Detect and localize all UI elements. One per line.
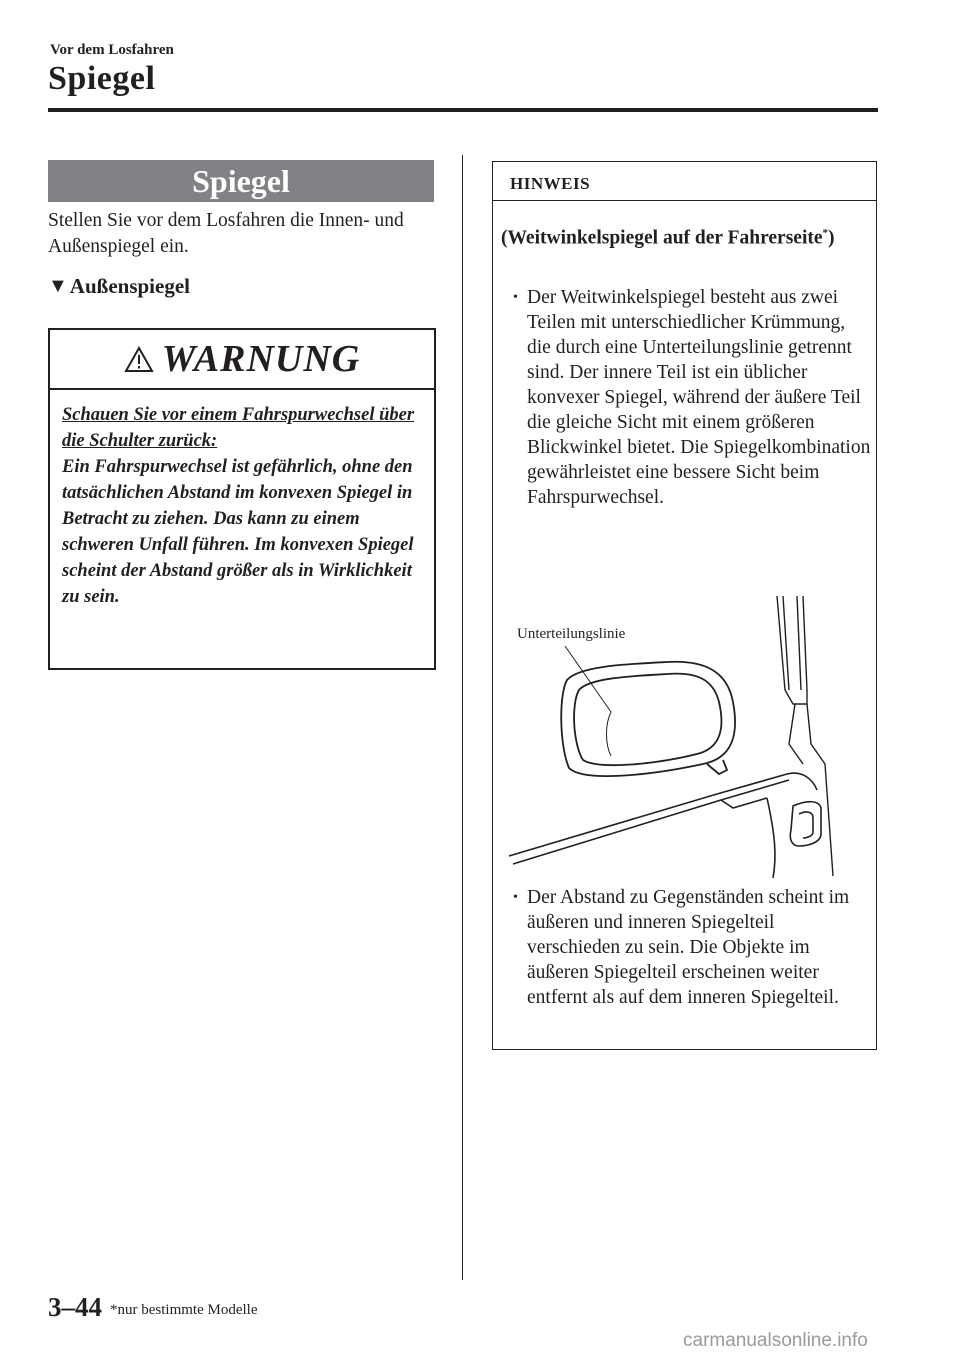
model-footnote-mark: *: [822, 227, 829, 239]
warning-lead: Schauen Sie vor einem Fahrspurwechsel über die Schulter zurück:: [62, 405, 415, 451]
mirror-illustration: [507, 594, 867, 884]
warning-text: Ein Fahrspurwechsel ist gefährlich, ohne den tatsächlichen Abstand im konvexen Spiegel in Betracht zu ziehen. Das kann zu einem schweren Unfall führen. Im konvexen Spiegel scheint der Abstand größer als in Wirklichkeit zu sein.: [62, 457, 414, 607]
warning-triangle-icon: [124, 346, 154, 373]
footnote: *nur bestimmte Modelle: [110, 1302, 258, 1318]
warning-title: WARNUNG: [161, 338, 361, 380]
down-triangle-icon: ▼: [48, 275, 68, 297]
subheading: [48, 274, 190, 299]
watermark: carmanualsonline.info: [683, 1330, 868, 1351]
bullet-dot-icon: •: [513, 290, 518, 305]
warning-box: [48, 328, 436, 670]
header-rule: [48, 108, 878, 112]
column-divider: [462, 155, 463, 1280]
note-box: [492, 161, 877, 1050]
note-title: HINWEIS: [493, 162, 876, 201]
intro-paragraph: Stellen Sie vor dem Losfahren die Innen- und Außenspiegel ein.: [48, 210, 404, 257]
warning-header: [50, 330, 434, 390]
note-bullet: • Der Abstand zu Gegenständen scheint im äußeren und inneren Spiegelteil verschieden zu sein. Die Objekte im äußeren Spiegelteil erscheinen weiter entfernt als auf dem inneren Spiegelteil.: [501, 885, 871, 1010]
section-label: Vor dem Losfahren: [50, 42, 174, 58]
note-subheading: (Weitwinkelspiegel auf der Fahrerseite*): [501, 227, 835, 249]
warning-body: [50, 390, 434, 610]
section-banner: Spiegel: [48, 160, 434, 202]
figure-label: Unterteilungslinie: [517, 626, 626, 642]
page-title: Spiegel: [48, 60, 156, 97]
note-bullet: • Der Weitwinkelspiegel besteht aus zwei Teilen mit unterschiedlicher Krümmung, die durch eine Unterteilungslinie getrennt sind. Der innere Teil ist ein üblicher konvexer Spiegel, während der äußere Teil die gleiche Sicht mit einem größeren Blickwinkel bietet. Die Spiegelkombination gewährleistet eine bessere Sicht beim Fahrspurwechsel.: [501, 285, 871, 510]
bullet-dot-icon: •: [513, 890, 518, 905]
subheading-text: Außenspiegel: [69, 274, 190, 298]
page-number: 3–44: [48, 1292, 102, 1322]
